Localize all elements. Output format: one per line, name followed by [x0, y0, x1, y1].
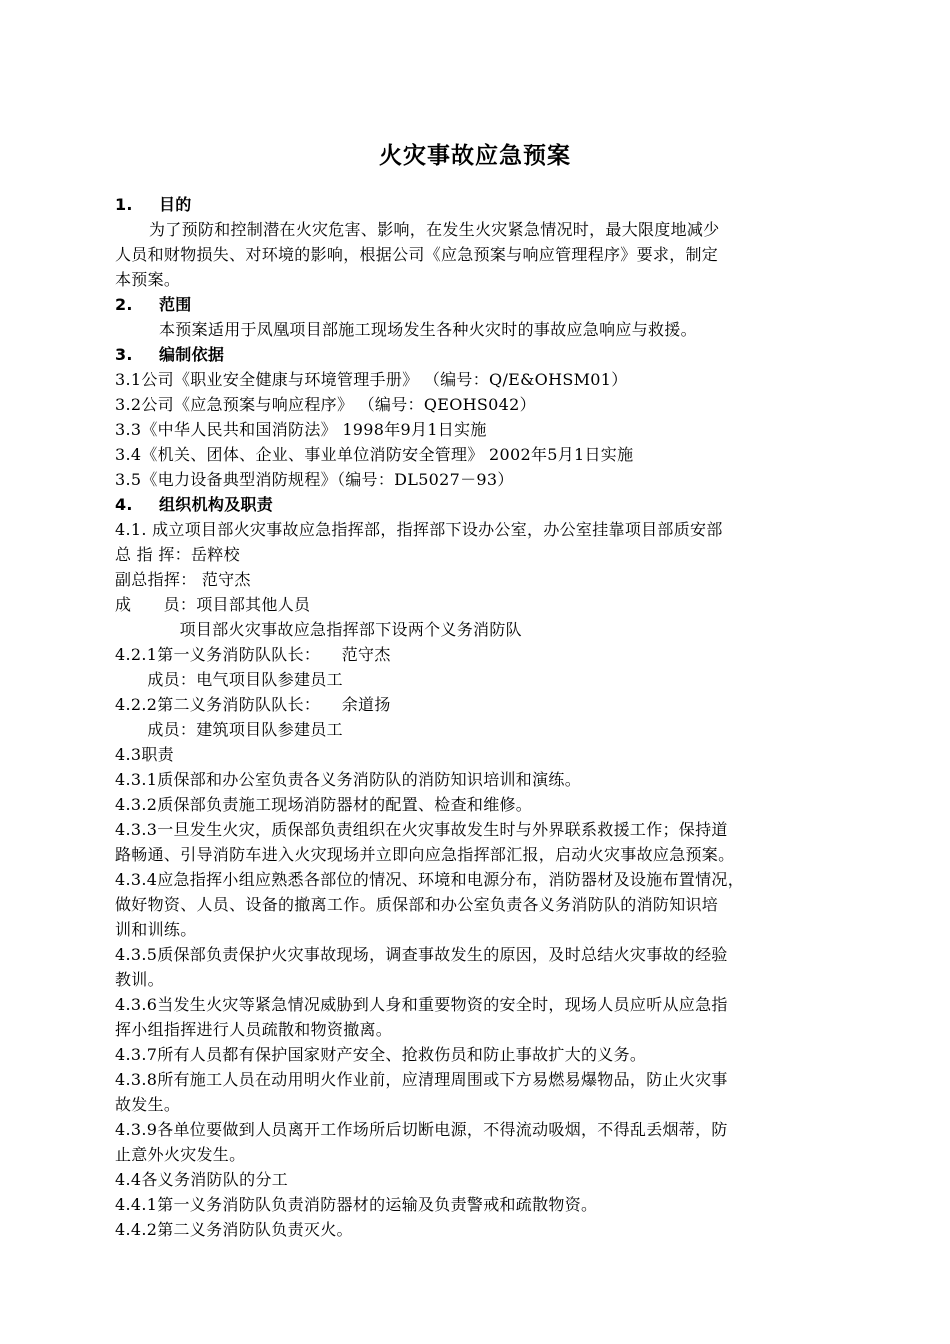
body-line: 4.2.2第二义务消防队队长： 余道扬 — [115, 695, 391, 714]
body-line: 副总指挥： 范守杰 — [115, 570, 251, 589]
section-number: 4. — [115, 495, 133, 514]
body-line: 4.2.1第一义务消防队队长： 范守杰 — [115, 645, 391, 664]
section-number: 1. — [115, 195, 133, 214]
body-line: 4.3.9各单位要做到人员离开工作场所后切断电源，不得流动吸烟，不得乱丢烟蒂，防 — [115, 1120, 728, 1139]
body-line: 4.4各义务消防队的分工 — [115, 1170, 289, 1189]
reference-item: 3.5《电力设备典型消防规程》（编号：DL5027－93） — [115, 470, 514, 489]
body-line: 4.3.5质保部负责保护火灾事故现场，调查事故发生的原因，及时总结火灾事故的经验 — [115, 945, 728, 964]
body-line: 路畅通、引导消防车进入火灾现场并立即向应急指挥部汇报，启动火灾事故应急预案。 — [115, 845, 735, 864]
paragraph-line: 本预案。 — [115, 270, 181, 289]
body-line: 4.3职责 — [115, 745, 174, 764]
section-3-heading — [115, 344, 224, 366]
section-number: 2. — [115, 295, 133, 314]
body-line: 成员：电气项目队参建员工 — [115, 670, 343, 689]
body-line: 4.4.1第一义务消防队负责消防器材的运输及负责警戒和疏散物资。 — [115, 1195, 598, 1214]
reference-item: 3.1公司《职业安全健康与环境管理手册》 （编号：Q/E&OHSM01） — [115, 370, 628, 389]
body-line: 4.3.8所有施工人员在动用明火作业前，应清理周围或下方易燃易爆物品，防止火灾事 — [115, 1070, 728, 1089]
section-title: 范围 — [159, 295, 192, 314]
body-line: 4.3.6当发生火灾等紧急情况威胁到人身和重要物资的安全时，现场人员应听从应急指 — [115, 995, 728, 1014]
section-2-heading — [115, 294, 192, 316]
body-line: 4.3.7所有人员都有保护国家财产安全、抢救伤员和防止事故扩大的义务。 — [115, 1045, 647, 1064]
section-title: 组织机构及职责 — [159, 495, 274, 514]
page-title: 火灾事故应急预案 — [379, 143, 571, 169]
body-line: 总 指 挥：岳粹校 — [115, 545, 240, 564]
body-line: 挥小组指挥进行人员疏散和物资撤离。 — [115, 1020, 393, 1039]
section-title: 目的 — [159, 195, 192, 214]
reference-item: 3.2公司《应急预案与响应程序》 （编号：QEOHS042） — [115, 395, 536, 414]
body-line: 4.1. 成立项目部火灾事故应急指挥部，指挥部下设办公室，办公室挂靠项目部质安部 — [115, 520, 723, 539]
body-line: 做好物资、人员、设备的撤离工作。质保部和办公室负责各义务消防队的消防知识培 — [115, 895, 719, 914]
paragraph-line: 本预案适用于凤凰项目部施工现场发生各种火灾时的事故应急响应与救援。 — [159, 320, 697, 339]
body-line: 训和训练。 — [115, 920, 197, 939]
reference-item: 3.3《中华人民共和国消防法》 1998年9月1日实施 — [115, 420, 487, 439]
body-line: 成员：建筑项目队参建员工 — [115, 720, 343, 739]
body-line: 成 员：项目部其他人员 — [115, 595, 311, 614]
body-line: 止意外火灾发生。 — [115, 1145, 246, 1164]
paragraph-line: 人员和财物损失、对环境的影响，根据公司《应急预案与响应管理程序》要求，制定 — [115, 245, 719, 264]
body-line: 故发生。 — [115, 1095, 181, 1114]
section-4-heading — [115, 494, 273, 516]
section-number: 3. — [115, 345, 133, 364]
body-line: 4.3.1质保部和办公室负责各义务消防队的消防知识培训和演练。 — [115, 770, 582, 789]
body-line: 教训。 — [115, 970, 164, 989]
body-line: 4.3.3一旦发生火灾，质保部负责组织在火灾事故发生时与外界联系救援工作；保持道 — [115, 820, 728, 839]
reference-item: 3.4《机关、团体、企业、事业单位消防安全管理》 2002年5月1日实施 — [115, 445, 634, 464]
paragraph-line: 为了预防和控制潜在火灾危害、影响，在发生火灾紧急情况时，最大限度地减少 — [149, 220, 720, 239]
body-line: 4.3.4应急指挥小组应熟悉各部位的情况、环境和电源分布，消防器材及设施布置情况， — [115, 870, 745, 889]
section-title: 编制依据 — [159, 345, 225, 364]
body-line: 项目部火灾事故应急指挥部下设两个义务消防队 — [115, 620, 522, 639]
section-1-heading — [115, 194, 192, 216]
body-line: 4.3.2质保部负责施工现场消防器材的配置、检查和维修。 — [115, 795, 533, 814]
body-line: 4.4.2第二义务消防队负责灭火。 — [115, 1220, 353, 1239]
